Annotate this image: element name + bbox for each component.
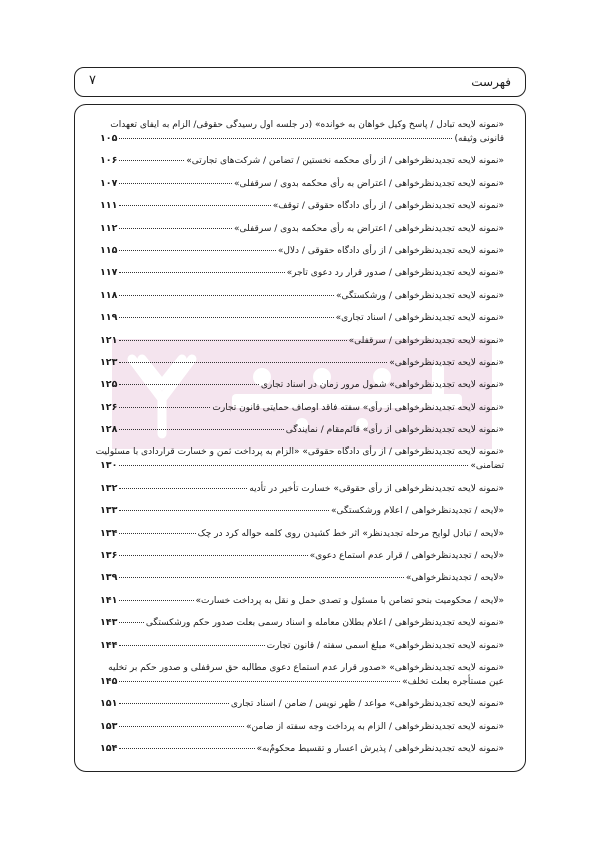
toc-entry[interactable]	[100, 289, 504, 303]
toc-entry-title: «نمونه لایحه تجدیدنظرخواهی / سرقفلی»	[348, 335, 504, 346]
toc-entry-page: ۱۱۸	[100, 289, 118, 301]
toc-entry-title: قانونی وثیقه)	[454, 134, 504, 144]
dot-leader	[119, 510, 329, 511]
toc-entry-title: «نمونه لایحه تجدیدنظرخواهی / از رأی محکمه نخستین / تضامن / شرکت‌های تجارتی»	[186, 156, 504, 167]
toc-entry[interactable]	[100, 697, 504, 711]
dot-leader	[119, 407, 210, 408]
toc-entry-title: «نمونه لایحه تجدیدنظرخواهی» مبلغ اسمی سفته / قانون تجارت	[266, 640, 504, 651]
toc-entry[interactable]	[95, 445, 504, 473]
dot-leader	[119, 681, 400, 682]
dot-leader	[119, 748, 254, 749]
toc-entry-page: ۱۲۶	[100, 401, 118, 413]
toc-entry-title: «نمونه لایحه تجدیدنظرخواهی / پذیرش اعسار و تقسیط محکومٌ‌به»	[256, 744, 504, 755]
dot-leader	[119, 555, 307, 556]
toc-entry-title: «نمونه لایحه تجدیدنظرخواهی / اعلام بطلان معامله و اسناد رسمی بعلت صدور حکم ورشکستگی	[145, 618, 504, 629]
toc-entry-title: «نمونه لایحه تجدیدنظرخواهی / اعتراض به رأی محکمه بدوی / سرقفلی»	[234, 178, 504, 189]
dot-leader	[119, 465, 468, 466]
toc-entry[interactable]	[100, 594, 504, 608]
toc-entry-page: ۱۴۴	[100, 639, 118, 651]
toc-entry-page: ۱۳۲	[100, 482, 118, 494]
dot-leader	[119, 622, 144, 623]
toc-entry[interactable]	[100, 482, 504, 496]
toc-entry[interactable]	[100, 720, 504, 734]
toc-entry-title: «نمونه لایحه تجدیدنظرخواهی / از رأی دادگاه حقوقی» «الزام به پرداخت ثمن و خسارت قراردادی با مسئولیت	[95, 447, 504, 458]
header-page-number: ۷	[89, 73, 96, 88]
toc-entry-title: «لایحه / تبادل لوایح مرحله تجدیدنظر» اثر خط کشیدن روی کلمه حواله کرد در چک	[197, 528, 504, 539]
dot-leader	[119, 317, 333, 318]
dot-leader	[119, 362, 387, 363]
toc-entry-title: «نمونه لایحه تجدیدنظرخواهی / اعتراض به رأی محکمه بدوی / سرقفلی»	[234, 223, 504, 234]
toc-entry[interactable]	[100, 639, 504, 653]
dot-leader	[119, 703, 228, 704]
dot-leader	[119, 272, 284, 273]
dot-leader	[119, 340, 346, 341]
toc-entry-page: ۱۴۱	[100, 594, 118, 606]
dot-leader	[119, 429, 283, 430]
toc-entry[interactable]	[100, 423, 504, 437]
dot-leader	[119, 577, 403, 578]
toc-entry-title: «نمونه لایحه تجدیدنظرخواهی»	[389, 357, 504, 368]
toc-entry-title: «لایحه / تجدیدنظرخواهی / قرار عدم استماع دعوی»	[309, 551, 504, 562]
dot-leader	[119, 488, 247, 489]
dot-leader	[119, 384, 258, 385]
toc-entry-title: «نمونه لایحه تجدیدنظرخواهی / اسناد تجاری»	[335, 313, 504, 324]
toc-entry-page: ۱۵۳	[100, 720, 118, 732]
toc-entry[interactable]	[100, 311, 504, 325]
toc-entry-title: «نمونه لایحه تجدیدنظرخواهی» «صدور قرار عدم استماع دعوی مطالبه حق سرقفلی و صدور حکم بر تخلیه	[108, 662, 504, 673]
dot-leader	[119, 645, 264, 646]
toc-entry-page: ۱۴۵	[100, 675, 118, 687]
toc-entry[interactable]	[100, 154, 504, 168]
toc-entry-page: ۱۲۱	[100, 334, 118, 346]
toc-entry[interactable]	[100, 401, 504, 415]
dot-leader	[119, 600, 193, 601]
toc-entry-title: «لایحه / محکومیت بنحو تضامن با مسئول و تصدی حمل و نقل به پرداخت خسارت»	[195, 595, 504, 606]
dot-leader	[119, 138, 452, 139]
dot-leader	[119, 726, 244, 727]
toc-entry-title: «لایحه / تجدیدنظرخواهی»	[405, 573, 504, 584]
dot-leader	[119, 228, 232, 229]
toc-entry[interactable]	[100, 356, 504, 370]
toc-entry[interactable]	[100, 742, 504, 756]
page-header	[74, 67, 526, 97]
toc-entry-page: ۱۳۰	[100, 460, 118, 472]
toc-entry-title: عین مستأجره بعلت تخلف»	[402, 676, 504, 687]
toc-entry[interactable]	[100, 199, 504, 213]
toc-entry-page: ۱۰۶	[100, 155, 118, 167]
dot-leader	[119, 205, 270, 206]
header-title: فهرست	[471, 75, 511, 89]
toc-entry-page: ۱۵۴	[100, 743, 118, 755]
toc-entry-title: «نمونه لایحه تجدیدنظرخواهی / صدور قرار رد دعوی تاجر»	[286, 268, 504, 279]
toc-entry[interactable]	[100, 661, 504, 689]
toc-entry[interactable]	[100, 527, 504, 541]
toc-entry-page: ۱۲۵	[100, 379, 118, 391]
toc-entry-page: ۱۳۶	[100, 550, 118, 562]
toc-entry[interactable]	[100, 616, 504, 630]
toc-entry-page: ۱۳۴	[100, 527, 118, 539]
toc-entry-page: ۱۰۵	[100, 133, 118, 144]
toc-entry-page: ۱۱۹	[100, 312, 118, 324]
dot-leader	[119, 160, 184, 161]
toc-entry-page: ۱۱۱	[100, 200, 118, 212]
dot-leader	[119, 533, 195, 534]
toc-entry[interactable]	[100, 266, 504, 280]
toc-entry-page: ۱۳۹	[100, 572, 118, 584]
toc-entry-title: «نمونه لایحه تبادل / پاسخ وکیل خواهان به خوانده» (در جلسه اول رسیدگی حقوقی/ الزام به ایفای تعهدات	[110, 120, 504, 130]
toc-entry-title: «نمونه لایحه تجدیدنظرخواهی» شمول مرور زمان در اسناد تجاری	[260, 380, 504, 391]
toc-entry[interactable]	[100, 504, 504, 518]
toc-entry-title: «نمونه لایحه تجدیدنظرخواهی / الزام به پرداخت وجه سفته از ضامن»	[246, 721, 504, 732]
toc-entry-page: ۱۰۷	[100, 177, 118, 189]
dot-leader	[119, 295, 334, 296]
toc-entry-title: «نمونه لایحه تجدیدنظرخواهی از رأی» سفته فاقد اوصاف حمایتی قانون تجارت	[212, 402, 504, 413]
toc-entry-page: ۱۲۳	[100, 356, 118, 368]
toc-entry-title: «نمونه لایحه تجدیدنظرخواهی / از رأی دادگاه حقوقی / دلال»	[277, 245, 504, 256]
toc-entry[interactable]	[100, 244, 504, 258]
toc-entry-page: ۱۲۸	[100, 424, 118, 436]
toc-entry[interactable]	[100, 118, 504, 146]
toc-entry-title: «نمونه لایحه تجدیدنظرخواهی از رأی» قائم‌مقام / نمایندگی	[285, 425, 504, 436]
toc-entry[interactable]	[100, 177, 504, 191]
toc-entry-title: تضامنی»	[470, 461, 504, 472]
toc-entry-page: ۱۱۵	[100, 244, 118, 256]
toc-entry-title: «نمونه لایحه تجدیدنظرخواهی / از رأی دادگاه حقوقی / توقف»	[272, 201, 504, 212]
toc-entry[interactable]	[100, 378, 504, 392]
toc-entry-title: «لایحه / تجدیدنظرخواهی / اعلام ورشکستگی»	[331, 506, 504, 517]
toc-entry[interactable]	[100, 571, 504, 585]
toc-entry-title: «نمونه لایحه تجدیدنظرخواهی / ورشکستگی»	[336, 290, 504, 301]
toc-entry-page: ۱۱۲	[100, 222, 118, 234]
toc-entry-page: ۱۵۱	[100, 698, 118, 710]
toc-entry-title: «نمونه لایحه تجدیدنظرخواهی» مواعد / ظهر نویس / ضامن / اسناد تجاری	[230, 699, 504, 710]
toc-entry[interactable]	[100, 222, 504, 236]
toc-entry-title: «نمونه لایحه تجدیدنظرخواهی از رأی حقوقی» خسارت تأخیر در تأدیه	[249, 483, 504, 494]
dot-leader	[119, 183, 232, 184]
toc-entry-page: ۱۳۳	[100, 505, 118, 517]
toc-entry[interactable]	[100, 549, 504, 563]
toc-entry[interactable]	[100, 334, 504, 348]
toc-entry-page: ۱۱۷	[100, 267, 118, 279]
toc-list	[95, 118, 504, 765]
dot-leader	[119, 250, 275, 251]
toc-entry-page: ۱۴۳	[100, 617, 118, 629]
